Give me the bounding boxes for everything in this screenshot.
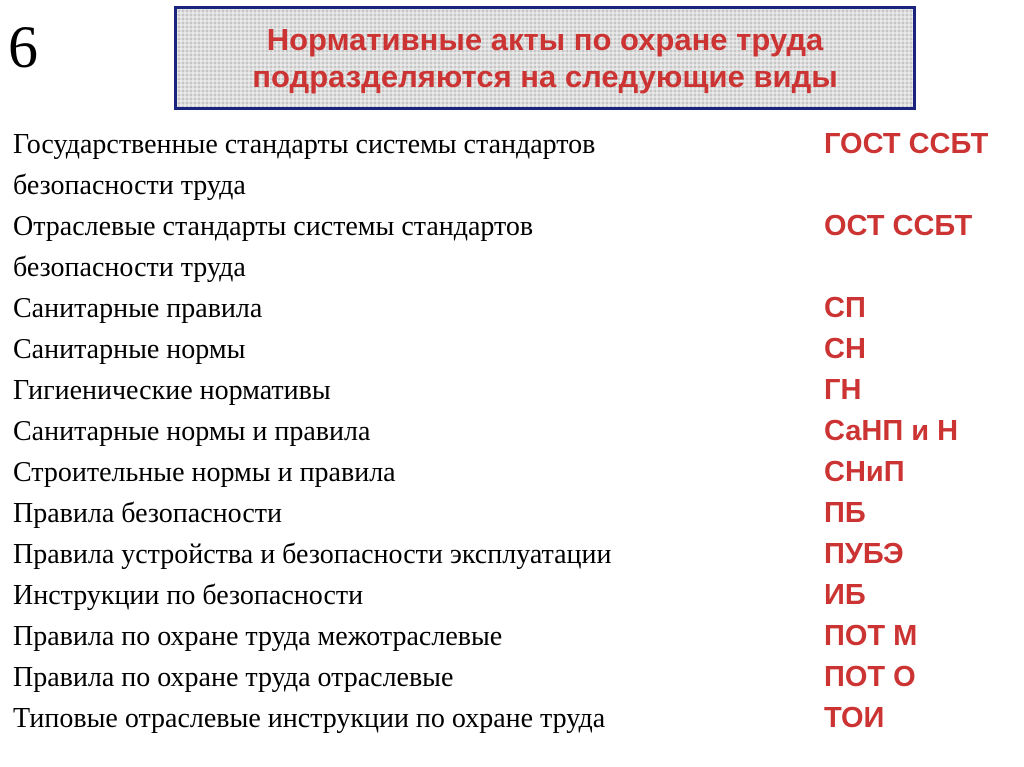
act-abbreviation: ОСТ ССБТ (824, 210, 973, 242)
list-item (0, 452, 1024, 493)
title-line-2: подразделяются на следующие виды (252, 59, 838, 94)
act-abbreviation: ИБ (824, 579, 866, 611)
act-abbreviation: ПОТ О (824, 661, 916, 693)
act-abbreviation: ГН (824, 374, 862, 406)
list-item (0, 657, 1024, 698)
act-name: безопасности труда (13, 252, 246, 283)
act-name: Правила по охране труда отраслевые (13, 662, 454, 693)
list-item (0, 698, 1024, 739)
act-abbreviation: ПОТ М (824, 620, 918, 652)
list-item (0, 124, 1024, 206)
act-name: Отраслевые стандарты системы стандартов (13, 211, 534, 242)
act-abbreviation: ГОСТ ССБТ (824, 128, 989, 160)
act-abbreviation: СН (824, 333, 866, 365)
act-name: Строительные нормы и правила (13, 457, 396, 488)
act-abbreviation: ТОИ (824, 702, 885, 734)
title-box (174, 6, 916, 110)
act-name: Правила по охране труда межотраслевые (13, 621, 503, 652)
act-abbreviation: ПУБЭ (824, 538, 904, 570)
act-name: Санитарные нормы (13, 334, 246, 365)
acts-list (0, 124, 1024, 739)
act-name: Инструкции по безопасности (13, 580, 364, 611)
slide-number: 6 (8, 14, 38, 80)
list-item (0, 534, 1024, 575)
list-item (0, 411, 1024, 452)
list-item (0, 370, 1024, 411)
act-name: Типовые отраслевые инструкции по охране труда (13, 703, 606, 734)
list-item (0, 288, 1024, 329)
title-line-1: Нормативные акты по охране труда (266, 22, 824, 57)
act-name: Правила устройства и безопасности эксплуатации (13, 539, 612, 570)
act-abbreviation: СП (824, 292, 866, 324)
act-abbreviation: СНиП (824, 456, 905, 488)
act-name: Санитарные нормы и правила (13, 416, 371, 447)
list-item (0, 206, 1024, 288)
list-item (0, 575, 1024, 616)
list-item (0, 329, 1024, 370)
act-name: Гигиенические нормативы (13, 375, 331, 406)
act-abbreviation: СаНП и Н (824, 415, 959, 447)
list-item (0, 616, 1024, 657)
act-abbreviation: ПБ (824, 497, 866, 529)
act-name: Правила безопасности (13, 498, 282, 529)
list-item (0, 493, 1024, 534)
act-name: Санитарные правила (13, 293, 263, 324)
act-name: безопасности труда (13, 170, 246, 201)
act-name: Государственные стандарты системы стандартов (13, 129, 596, 160)
